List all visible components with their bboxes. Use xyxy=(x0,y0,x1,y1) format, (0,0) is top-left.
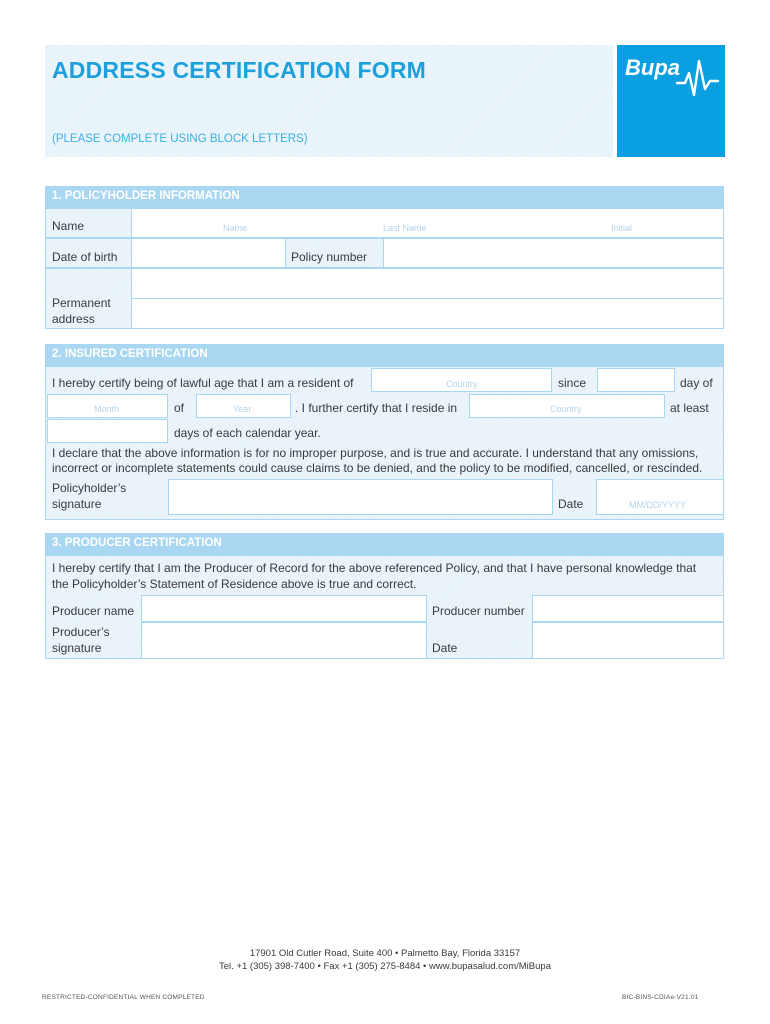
permanent-address-label-2: address xyxy=(52,312,95,326)
declaration-line-2: incorrect or incomplete statements could cause claims to be denied, and the policy to be modified, cancelled, or rescinded. xyxy=(52,461,703,475)
producer-name-field[interactable] xyxy=(141,595,427,622)
policy-number-label: Policy number xyxy=(291,250,368,264)
day-of-text: day of xyxy=(680,376,713,390)
name-label: Name xyxy=(52,219,85,233)
section-1-heading: 1. POLICYHOLDER INFORMATION xyxy=(45,186,724,208)
since-text: since xyxy=(558,376,587,390)
address-line-1-field[interactable] xyxy=(131,268,724,299)
permanent-address-label-1: Permanent xyxy=(52,296,111,310)
resident-country-placeholder: Country xyxy=(446,379,478,389)
of-text: of xyxy=(174,401,185,415)
dob-field[interactable] xyxy=(131,238,286,268)
confidential-note: RESTRICTED-CONFIDENTIAL WHEN COMPLETED xyxy=(42,994,205,1001)
footer-contact: Tel. +1 (305) 398-7400 • Fax +1 (305) 275-8484 • www.bupasalud.com/MiBupa xyxy=(219,961,551,972)
first-name-placeholder: Name xyxy=(223,223,248,233)
heartbeat-icon xyxy=(617,45,725,157)
policy-number-field[interactable] xyxy=(383,238,724,268)
policyholder-signature-field[interactable] xyxy=(168,479,553,515)
form-title: ADDRESS CERTIFICATION FORM xyxy=(52,57,427,83)
producer-date-field[interactable] xyxy=(532,622,724,659)
name-field[interactable] xyxy=(131,208,724,238)
address-line-2-field[interactable] xyxy=(131,298,724,329)
days-text: days of each calendar year. xyxy=(174,426,321,440)
producer-signature-label-2: signature xyxy=(52,641,102,655)
reside-country-placeholder: Country xyxy=(550,404,582,414)
policyholder-date-label: Date xyxy=(558,497,584,511)
reside-text: . I further certify that I reside in xyxy=(295,401,458,415)
logo-text: Bupa xyxy=(625,55,680,80)
producer-statement-line-2: the Policyholder’s Statement of Residence above is true and correct. xyxy=(52,577,417,591)
date-format-placeholder: MM/DD/YYYY xyxy=(629,500,687,510)
resident-text: I hereby certify being of lawful age that I am a resident of xyxy=(52,376,354,390)
policyholder-signature-label-2: signature xyxy=(52,497,102,511)
dob-label: Date of birth xyxy=(52,250,118,264)
declaration-line-1: I declare that the above information is for no improper purpose, and is true and accurate. I understand that any omissions, xyxy=(52,446,699,460)
producer-name-label: Producer name xyxy=(52,604,135,618)
section-3-heading: 3. PRODUCER CERTIFICATION xyxy=(45,533,724,555)
producer-number-label: Producer number xyxy=(432,604,525,618)
form-code: BIC-BINS-CDIAe-V21.01 xyxy=(622,994,699,1001)
initial-placeholder: Initial xyxy=(611,223,633,233)
form-subtitle: (PLEASE COMPLETE USING BLOCK LETTERS) xyxy=(52,133,308,145)
producer-number-field[interactable] xyxy=(532,595,724,622)
producer-statement-line-1: I hereby certify that I am the Producer of Record for the above referenced Policy, and that I have personal knowledge that xyxy=(52,561,697,575)
bupa-logo xyxy=(617,45,725,157)
month-placeholder: Month xyxy=(94,404,120,414)
policyholder-signature-label-1: Policyholder’s xyxy=(52,481,127,495)
producer-signature-field[interactable] xyxy=(141,622,427,659)
at-least-text: at least xyxy=(670,401,709,415)
last-name-placeholder: Last Name xyxy=(383,223,427,233)
year-placeholder: Year xyxy=(233,404,252,414)
days-field[interactable] xyxy=(47,419,168,443)
since-day-field[interactable] xyxy=(597,368,675,392)
section-2-heading: 2. INSURED CERTIFICATION xyxy=(45,344,724,366)
producer-date-label: Date xyxy=(432,641,458,655)
footer-address: 17901 Old Cutler Road, Suite 400 • Palmetto Bay, Florida 33157 xyxy=(249,948,521,959)
producer-signature-label-1: Producer’s xyxy=(52,625,110,639)
